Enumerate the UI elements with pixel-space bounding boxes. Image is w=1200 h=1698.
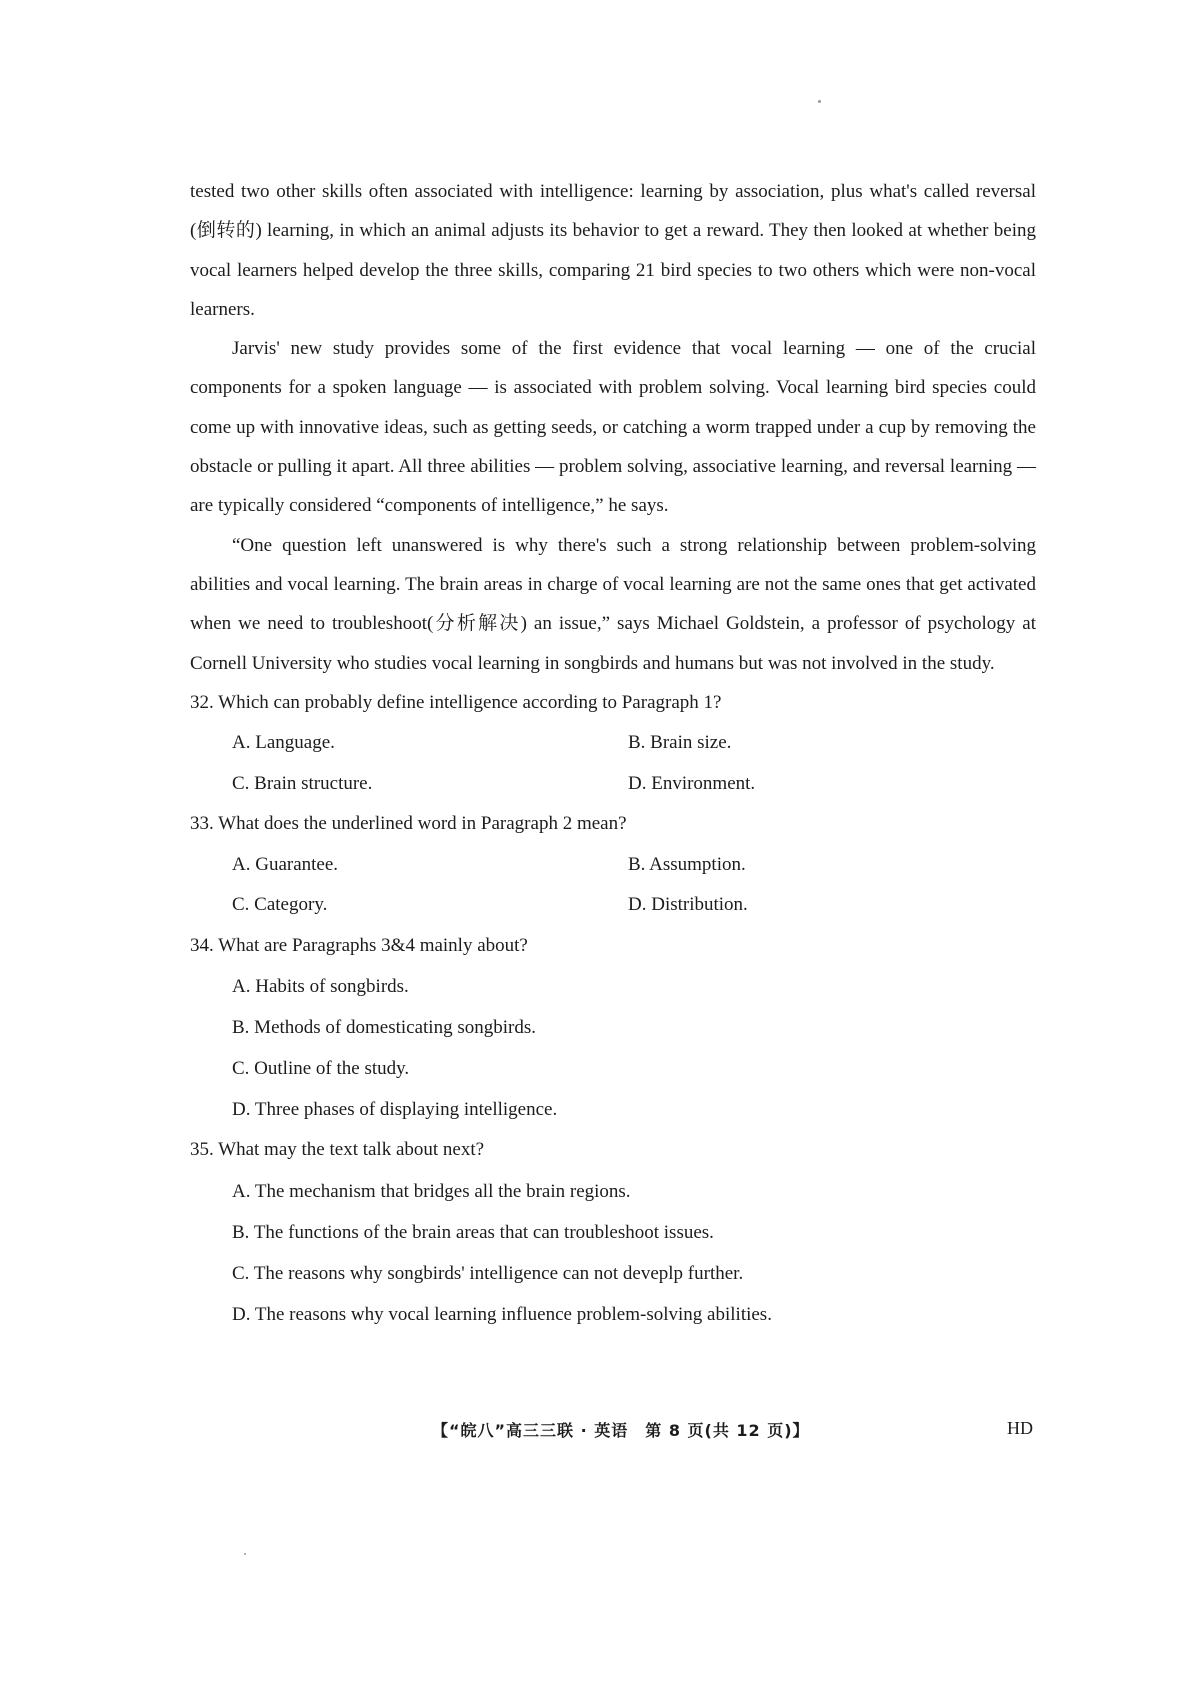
footer-exam-info: 【“皖八”高三三联 · 英语 第 8 页(共 12 页)】 bbox=[432, 1421, 810, 1440]
option-d: D. Environment. bbox=[628, 772, 756, 794]
option-row bbox=[190, 885, 1036, 926]
option-b: B. The functions of the brain areas that can troubleshoot issues. bbox=[232, 1221, 714, 1243]
option-row bbox=[190, 764, 1036, 805]
option-b: B. Methods of domesticating songbirds. bbox=[232, 1017, 536, 1039]
option-c: C. The reasons why songbirds' intelligence can not deveplp further. bbox=[232, 1262, 744, 1284]
option-row bbox=[190, 723, 1036, 764]
question-stem: 35. What may the text talk about next? bbox=[190, 1139, 485, 1161]
option-d: D. Distribution. bbox=[628, 894, 748, 916]
option-b: B. Brain size. bbox=[628, 732, 732, 754]
option-c: C. Brain structure. bbox=[232, 772, 373, 794]
passage-paragraph-1: tested two other skills often associated with intelligence: learning by association, plus what's called reversal (倒转的) learning, in which an animal adjusts its behavior to get a reward. They then looked at whether being vocal learners helped develop the three skills, comparing 21 bird species to two others which were non-vocal learners. bbox=[190, 181, 1036, 320]
question-32 bbox=[190, 683, 1036, 805]
question-stem: 32. Which can probably define intelligence according to Paragraph 1? bbox=[190, 691, 722, 713]
scan-speck bbox=[244, 1553, 246, 1555]
option-d: D. The reasons why vocal learning influence problem-solving abilities. bbox=[232, 1303, 772, 1325]
question-stem: 34. What are Paragraphs 3&4 mainly about? bbox=[190, 934, 528, 956]
question-33 bbox=[190, 804, 1036, 926]
footer-code: HD bbox=[1007, 1418, 1033, 1438]
option-a: A. Habits of songbirds. bbox=[232, 976, 409, 998]
question-35 bbox=[190, 1130, 1036, 1335]
option-a: A. Language. bbox=[232, 732, 335, 754]
option-c: C. Outline of the study. bbox=[232, 1058, 410, 1080]
passage-paragraph-3: “One question left unanswered is why there's such a strong relationship between problem-solving abilities and vocal learning. The brain areas in charge of vocal learning are not the same ones that get activated when we need to troubleshoot(分析解决) an issue,” says Michael Goldstein, a professor of psychology at Cornell University who studies vocal learning in songbirds and humans but was not involved in the study. bbox=[190, 534, 1036, 674]
option-c: C. Category. bbox=[232, 894, 328, 916]
option-a: A. Guarantee. bbox=[232, 853, 339, 875]
question-stem: 33. What does the underlined word in Paragraph 2 mean? bbox=[190, 813, 627, 835]
question-34 bbox=[190, 926, 1036, 1131]
scan-speck bbox=[818, 100, 821, 103]
option-b: B. Assumption. bbox=[628, 853, 746, 875]
option-d: D. Three phases of displaying intelligence. bbox=[232, 1099, 558, 1121]
option-a: A. The mechanism that bridges all the brain regions. bbox=[232, 1180, 631, 1202]
page-content bbox=[190, 172, 1036, 1335]
option-row bbox=[190, 845, 1036, 886]
passage-paragraph-2: Jarvis' new study provides some of the first evidence that vocal learning — one of the crucial components for a spoken language — is associated with problem solving. Vocal learning bird species could come up with innovative ideas, such as getting seeds, or catching a worm trapped under a cup by removing the obstacle or pulling it apart. All three abilities — problem solving, associative learning, and reversal learning — are typically considered “components of intelligence,” he says. bbox=[190, 338, 1036, 517]
